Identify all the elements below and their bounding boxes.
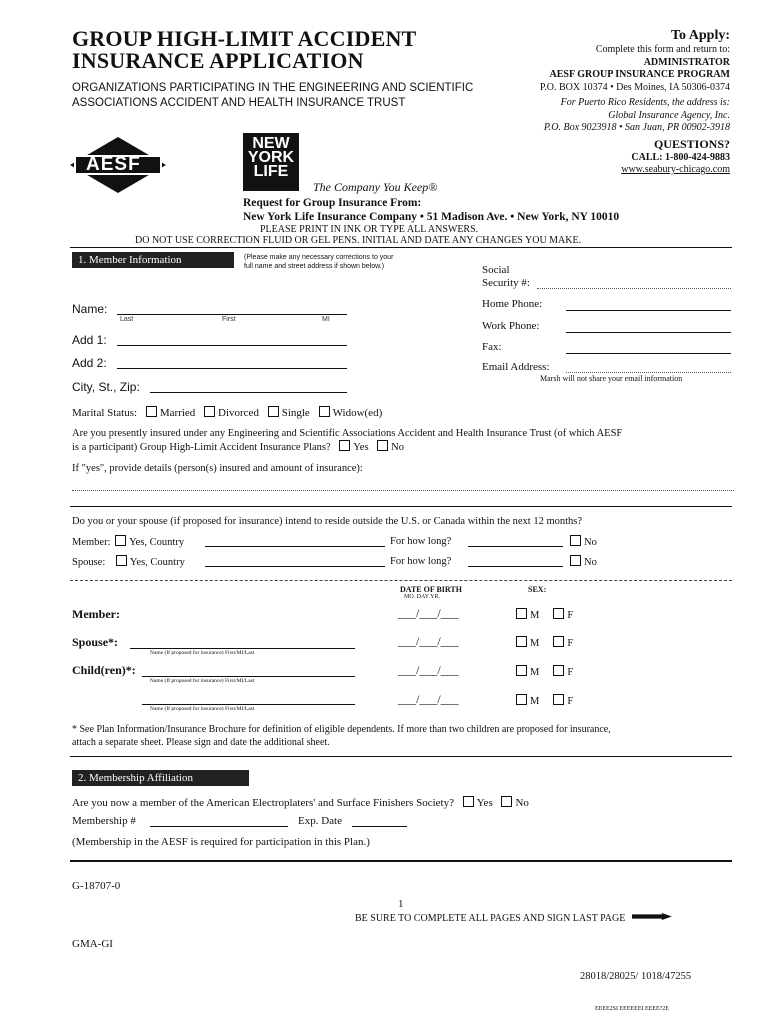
spouse-f-checkbox[interactable]	[553, 636, 564, 647]
home-phone-input[interactable]	[566, 310, 731, 311]
new-york-life-logo: NEW YORK LIFE	[243, 133, 299, 191]
divider	[70, 756, 732, 757]
mi-label: MI	[322, 316, 330, 323]
work-phone-input[interactable]	[566, 332, 731, 333]
gma-code: GMA-GI	[72, 938, 113, 950]
form-number: G-18707-0	[72, 880, 121, 892]
member-dob-input[interactable]: ___/___/___	[398, 606, 459, 620]
add1-label: Add 1:	[72, 333, 107, 347]
child1-m-checkbox[interactable]	[516, 665, 527, 676]
fax-label: Fax:	[482, 341, 502, 353]
children-row-label: Child(ren)*:	[72, 663, 136, 677]
insured-yes-checkbox[interactable]	[339, 440, 350, 451]
spouse-name-input[interactable]	[130, 648, 355, 649]
membership-number-label: Membership #	[72, 815, 136, 827]
first-label: First	[222, 316, 236, 323]
divider	[70, 247, 732, 248]
divider	[70, 580, 732, 581]
single-checkbox[interactable]	[268, 406, 279, 417]
last-label: Last	[120, 316, 134, 323]
no-correction-note: DO NOT USE CORRECTION FLUID OR GEL PENS. INITIAL AND DATE ANY CHANGES YOU MAKE.	[135, 235, 582, 246]
child2-name-note: Name (If proposed for insurance) First/MI/Last	[150, 706, 255, 712]
if-yes-details-input[interactable]	[72, 490, 734, 491]
spouse-name-note: Name (If proposed for insurance) First/MI/Last	[150, 650, 255, 656]
tagline: The Company You Keep®	[313, 180, 438, 194]
membership-number-input[interactable]	[150, 826, 288, 827]
reside-spouse-row: Spouse: Yes, Country	[72, 557, 185, 568]
child1-name-note: Name (If proposed for insurance) First/MI/Last	[150, 678, 255, 684]
child2-name-input[interactable]	[142, 704, 355, 705]
spouse-country-input[interactable]	[205, 566, 385, 567]
exp-date-input[interactable]	[352, 826, 407, 827]
member-how-long-label: For how long?	[390, 536, 452, 547]
spouse-reside-no-checkbox[interactable]	[570, 555, 581, 566]
divider	[70, 860, 732, 862]
spouse-dob-input[interactable]: ___/___/___	[398, 634, 459, 648]
member-reside-yes-checkbox[interactable]	[115, 535, 126, 546]
print-note: PLEASE PRINT IN INK OR TYPE ALL ANSWERS.	[260, 224, 479, 235]
member-no-checkbox[interactable]	[501, 796, 512, 807]
ssn-input[interactable]	[537, 288, 731, 289]
spouse-how-long-label: For how long?	[390, 556, 452, 567]
dob-subheader: MO. DAY YR.	[404, 594, 441, 600]
website-link[interactable]: www.seabury-chicago.com	[621, 164, 730, 175]
member-m-checkbox[interactable]	[516, 608, 527, 619]
spouse-m-checkbox[interactable]	[516, 636, 527, 647]
spouse-reside-no: No	[570, 555, 597, 569]
aesf-logo: AESF	[68, 135, 168, 195]
form-title: GROUP HIGH-LIMIT ACCIDENT INSURANCE APPLICATION	[72, 26, 417, 73]
reside-question: Do you or your spouse (if proposed for insurance) intend to reside outside the U.S. or Canada within the next 12 months?	[72, 516, 583, 527]
member-row-label: Member:	[72, 607, 120, 621]
member-f-checkbox[interactable]	[553, 608, 564, 619]
add1-input[interactable]	[117, 345, 347, 346]
insured-no-checkbox[interactable]	[377, 440, 388, 451]
spouse-sex: M F	[510, 636, 573, 650]
apply-instructions: To Apply: Complete this form and return to: ADMINISTRATOR AESF GROUP INSURANCE PROGRAM P.O. BOX 10374 • Des Moines, IA 50306-0374 For Puerto Rico Residents, the address is: Global Insurance Agency, Inc. P.O. Box 9023918 • San Juan, PR 00902-3918 QUESTIONS? CALL: 1-800-424-9883 www.seabury-chicago.com	[470, 28, 730, 177]
section1-note: (Please make any necessary corrections to your full name and street address if shown below.)	[244, 254, 394, 270]
child2-sex: M F	[510, 694, 573, 708]
email-input[interactable]	[566, 372, 731, 373]
spouse-how-long-input[interactable]	[468, 566, 563, 567]
child1-f-checkbox[interactable]	[553, 665, 564, 676]
child1-dob-input[interactable]: ___/___/___	[398, 663, 459, 677]
membership-question: Are you now a member of the American Electroplaters' and Surface Finishers Society? Yes No	[72, 797, 529, 809]
dob-header: DATE OF BIRTH	[400, 585, 462, 594]
email-label: Email Address:	[482, 361, 550, 373]
request-block: Request for Group Insurance From: New York Life Insurance Company • 51 Madison Ave. • New York, NY 10010	[243, 197, 620, 223]
child1-sex: M F	[510, 665, 573, 679]
form-codes: 28018/28025/ 1018/47255	[580, 971, 692, 982]
member-reside-no-checkbox[interactable]	[570, 535, 581, 546]
widowed-checkbox[interactable]	[319, 406, 330, 417]
divider	[70, 506, 732, 507]
divorced-checkbox[interactable]	[204, 406, 215, 417]
name-label: Name:	[72, 302, 108, 316]
section2-header: 2. Membership Affiliation	[72, 770, 249, 786]
home-phone-label: Home Phone:	[482, 298, 543, 310]
page-number: 1	[398, 898, 404, 910]
dependents-footnote: * See Plan Information/Insurance Brochure for definition of eligible dependents. If more than two children are proposed for insurance, attach a separate sheet. Please sign and date the additional sheet.	[72, 724, 611, 748]
complete-all-note: BE SURE TO COMPLETE ALL PAGES AND SIGN LAST PAGE	[355, 912, 672, 925]
child2-dob-input[interactable]: ___/___/___	[398, 692, 459, 706]
email-note: Marsh will not share your email information	[540, 374, 683, 383]
name-input[interactable]	[117, 314, 347, 315]
city-label: City, St., Zip:	[72, 380, 140, 394]
if-yes-label: If "yes", provide details (person(s) insured and amount of insurance):	[72, 463, 363, 474]
child2-m-checkbox[interactable]	[516, 694, 527, 705]
city-input[interactable]	[150, 392, 347, 393]
member-reside-no: No	[570, 535, 597, 549]
exp-date-label: Exp. Date	[298, 815, 342, 827]
add2-input[interactable]	[117, 368, 347, 369]
fax-input[interactable]	[566, 353, 731, 354]
barcode-text: EEEE2SI EEEEEEI EEEE?2E	[595, 1006, 669, 1012]
trust-subtitle: ORGANIZATIONS PARTICIPATING IN THE ENGINEERING AND SCIENTIFIC ASSOCIATIONS ACCIDENT AND HEALTH INSURANCE TRUST	[72, 82, 474, 109]
section1-header: 1. Member Information	[72, 252, 234, 268]
add2-label: Add 2:	[72, 356, 107, 370]
member-sex: M F	[510, 608, 573, 622]
spouse-reside-yes-checkbox[interactable]	[116, 555, 127, 566]
spouse-row-label: Spouse*:	[72, 635, 119, 649]
marital-status: Marital Status: Married Divorced Single Widow(ed)	[72, 407, 383, 419]
membership-required-note: (Membership in the AESF is required for participation in this Plan.)	[72, 836, 370, 848]
ssn-label: Social Security #:	[482, 264, 530, 289]
insured-question: Are you presently insured under any Engineering and Scientific Associations Accident and Health Insurance Trust (of which AESF is a participant) Group High-Limit Accident Insurance Plans? Yes No	[72, 428, 623, 453]
child2-f-checkbox[interactable]	[553, 694, 564, 705]
member-yes-checkbox[interactable]	[463, 796, 474, 807]
work-phone-label: Work Phone:	[482, 320, 540, 332]
arrow-right-icon	[632, 913, 672, 920]
child1-name-input[interactable]	[142, 676, 355, 677]
member-how-long-input[interactable]	[468, 546, 563, 547]
sex-header: SEX:	[528, 585, 547, 594]
member-country-input[interactable]	[205, 546, 385, 547]
married-checkbox[interactable]	[146, 406, 157, 417]
reside-member-row: Member: Yes, Country	[72, 537, 185, 548]
